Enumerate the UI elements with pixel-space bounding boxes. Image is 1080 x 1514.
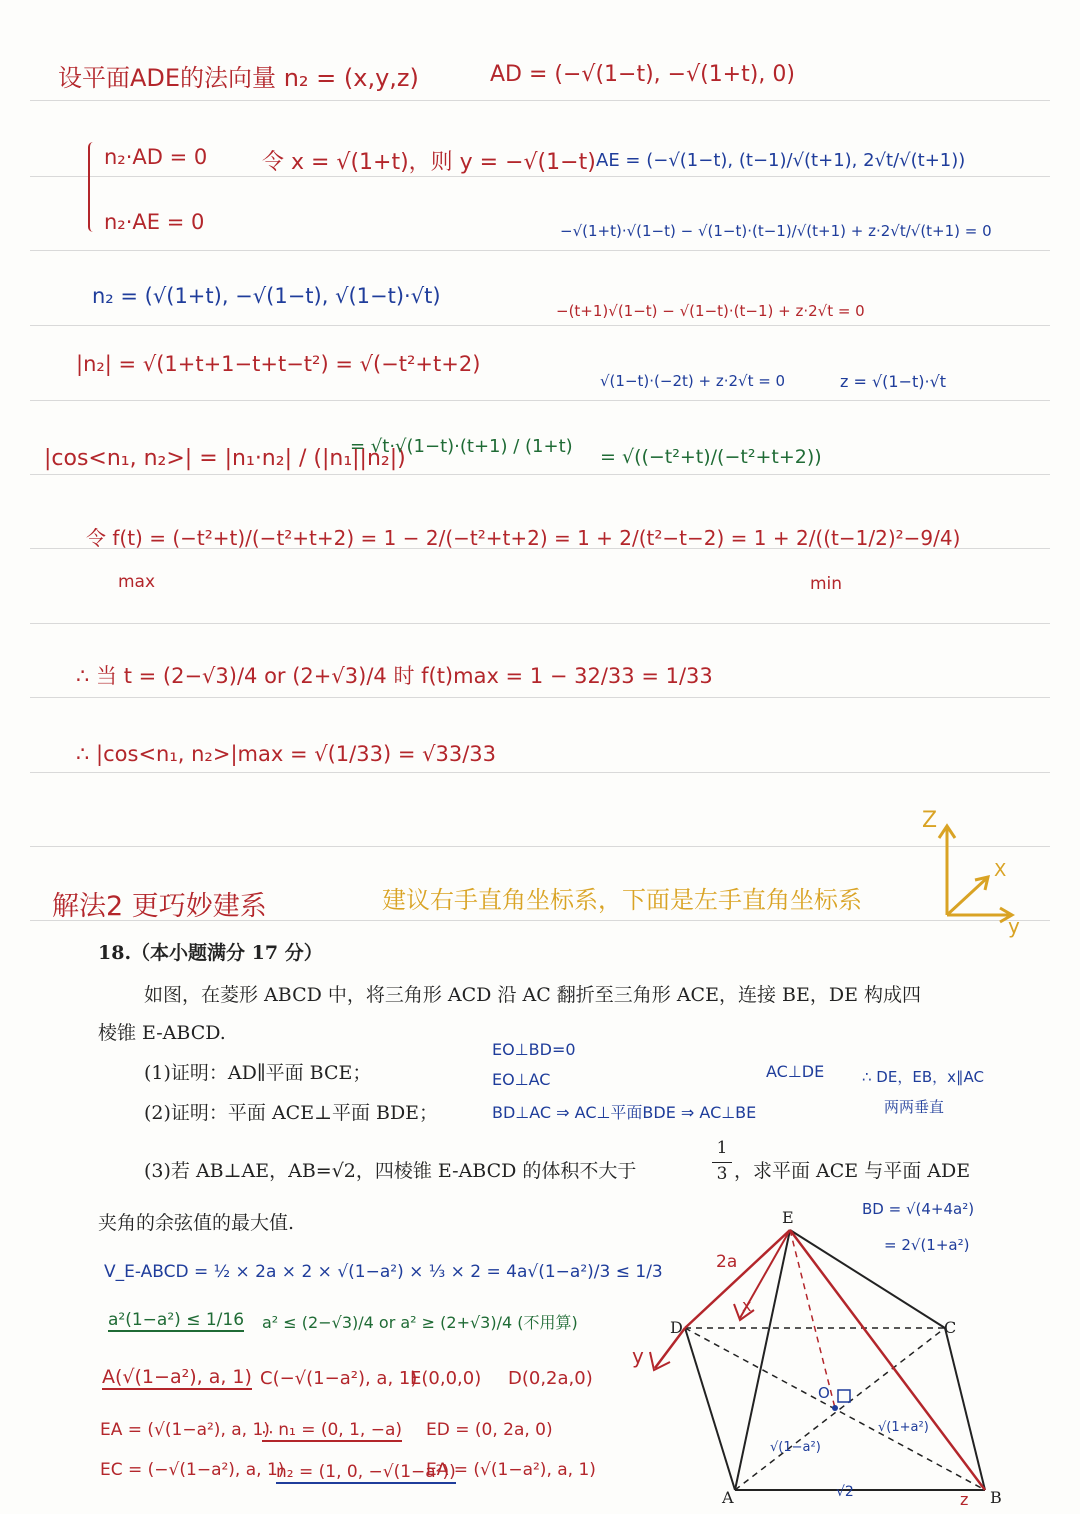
note-cos-formula: |cos<n₁, n₂>| = |n₁·n₂| / (|n₁||n₂|) [44,446,406,471]
coord-e: E(0,0,0) [410,1368,482,1389]
coord-a: A(√(1−a²), a, 1) [102,1366,252,1388]
label-o: O [818,1384,830,1402]
edge-da [685,1328,735,1490]
note-min-label: min [810,574,843,594]
note-t-extremum: ∴ 当 t = (2−√3)/4 or (2+√3)/4 时 f(t)max = 1 − 32/33 = 1/33 [76,664,713,688]
side-bd-length: BD = √(4+4a²) [862,1200,975,1218]
axis-y-label: y [1008,914,1020,938]
pyramid-figure [610,1200,1030,1510]
note-let-x: 令 x = √(1+t)，则 y = −√(1−t) [262,150,596,175]
label-b: B [990,1488,1002,1507]
vector-ea-2: EA = (√(1−a²), a, 1) [426,1460,596,1480]
vector-ec: EC = (−√(1−a²), a, 1) [100,1460,285,1480]
note-dot-expansion: −√(1+t)·√(1−t) − √(1−t)·(t−1)/√(t+1) + z·2√t/√(t+1) = 0 [560,222,992,240]
label-y-axis: y [632,1344,644,1368]
label-x-axis: x [742,1296,752,1315]
label-sqrt2: √2 [836,1484,854,1500]
note-vector-ad: AD = (−√(1−t), −√(1+t), 0) [490,62,795,87]
problem-part-3a: (3)若 AB⊥AE，AB=√2，四棱锥 E-ABCD 的体积不大于 [144,1160,637,1182]
note-cos-max: ∴ |cos<n₁, n₂>|max = √(1/33) = √33/33 [76,742,496,766]
solution-inequality: a²(1−a²) ≤ 1/16 [108,1310,245,1330]
note-dot-simplified: −(t+1)√(1−t) − √(1−t)·(t−1) + z·2√t = 0 [556,302,865,320]
label-z-axis: z [960,1490,969,1509]
note-f-definition: 令 f(t) = (−t²+t)/(−t²+t+2) = 1 − 2/(−t²+t+2) = 1 + 2/(t²−t−2) = 1 + 2/((t−1/2)²−9/4) [86,526,961,550]
note-cos-result: = √((−t²+t)/(−t²+t+2)) [600,446,822,468]
axis-z-label: Z [922,808,938,833]
side-eo-bd: EO⊥BD=0 [492,1040,576,1059]
note-suggestion: 建议右手直角坐标系，下面是左手直角坐标系 [382,886,862,914]
label-a: A [722,1488,734,1507]
label-sqrt-1-minus-a2: √(1−a²) [770,1440,821,1455]
side-eo-ac: EO⊥AC [492,1070,551,1089]
label-2a: 2a [716,1252,738,1272]
frac-denominator: 3 [716,1164,728,1184]
note-n2-magnitude: |n₂| = √(1+t+1−t+t−t²) = √(−t²+t+2) [76,352,481,376]
frac-bar [712,1162,732,1163]
vector-ea: EA = (√(1−a²), a, 1) [100,1420,270,1440]
label-sqrt-1-plus-a2: √(1+a²) [878,1420,929,1435]
note-max-label: max [118,572,156,592]
note-cos-substitution: = √t·√(1−t)·(t+1) / (1+t) [350,436,573,457]
note-normal-vector-def: 设平面ADE的法向量 n₂ = (x,y,z) [58,64,419,92]
label-d: D [670,1318,683,1337]
frac-numerator: 1 [716,1138,728,1158]
note-eq-n2-ad: n₂·AD = 0 [104,145,208,169]
vector-ed: ED = (0, 2a, 0) [426,1420,553,1440]
problem-part-2: (2)证明：平面 ACE⊥平面 BDE； [144,1102,439,1124]
label-e: E [782,1208,794,1227]
note-z-value: z = √(1−t)·√t [840,372,947,391]
diag-ac [735,1328,945,1490]
solution-volume: V_E-ABCD = ½ × 2a × 2 × √(1−a²) × ⅓ × 2 = 4a√(1−a²)/3 ≤ 1/3 [104,1262,663,1282]
problem-part-3c: 夹角的余弦值的最大值. [98,1212,295,1234]
side-ac-de: AC⊥DE [766,1062,825,1081]
problem-part-1: (1)证明：AD∥平面 BCE； [144,1062,372,1084]
problem-stem-2: 棱锥 E-ABCD. [98,1022,226,1044]
problem-stem-1: 如图，在菱形 ABCD 中，将三角形 ACD 沿 AC 翻折至三角形 ACE，连接 BE，DE 构成四 [144,984,921,1006]
note-method2: 解法2 更巧妙建系 [52,891,267,922]
note-vector-ae: AE = (−√(1−t), (t−1)/√(t+1), 2√t/√(t+1)) [596,150,966,171]
solution-a-range: a² ≤ (2−√3)/4 or a² ≥ (2+√3)/4 (不用算) [262,1313,578,1332]
right-angle-mark [838,1390,850,1402]
point-o [832,1405,838,1411]
edge-cb [945,1328,985,1490]
edge-eo [790,1230,835,1408]
problem-part-3b: ，求平面 ACE 与平面 ADE [734,1160,971,1182]
note-eq-n2-ae: n₂·AE = 0 [104,210,205,234]
side-mutually-perp: 两两垂直 [884,1098,945,1116]
coord-d: D(0,2a,0) [508,1368,593,1389]
note-z-equation: √(1−t)·(−2t) + z·2√t = 0 [600,372,786,390]
side-bd-length-2: = 2√(1+a²) [884,1236,970,1254]
side-bd-ac: BD⊥AC ⇒ AC⊥平面BDE ⇒ AC⊥BE [492,1103,757,1122]
side-perpendicular: ∴ DE，EB，x∥AC [862,1068,984,1086]
normal-n1: ∴ n₁ = (0, 1, −a) [262,1420,403,1440]
system-brace [88,142,98,232]
normal-n2: n₂ = (1, 0, −√(1−a²)) [276,1462,456,1482]
problem-header: 18.（本小题满分 17 分） [98,942,323,964]
coord-c: C(−√(1−a²), a, 1) [260,1368,418,1389]
note-n2-result: n₂ = (√(1+t), −√(1−t), √(1−t)·√t) [92,284,441,308]
label-c: C [944,1318,957,1337]
axis-x-label: X [994,860,1007,881]
edge-ec [790,1230,945,1328]
